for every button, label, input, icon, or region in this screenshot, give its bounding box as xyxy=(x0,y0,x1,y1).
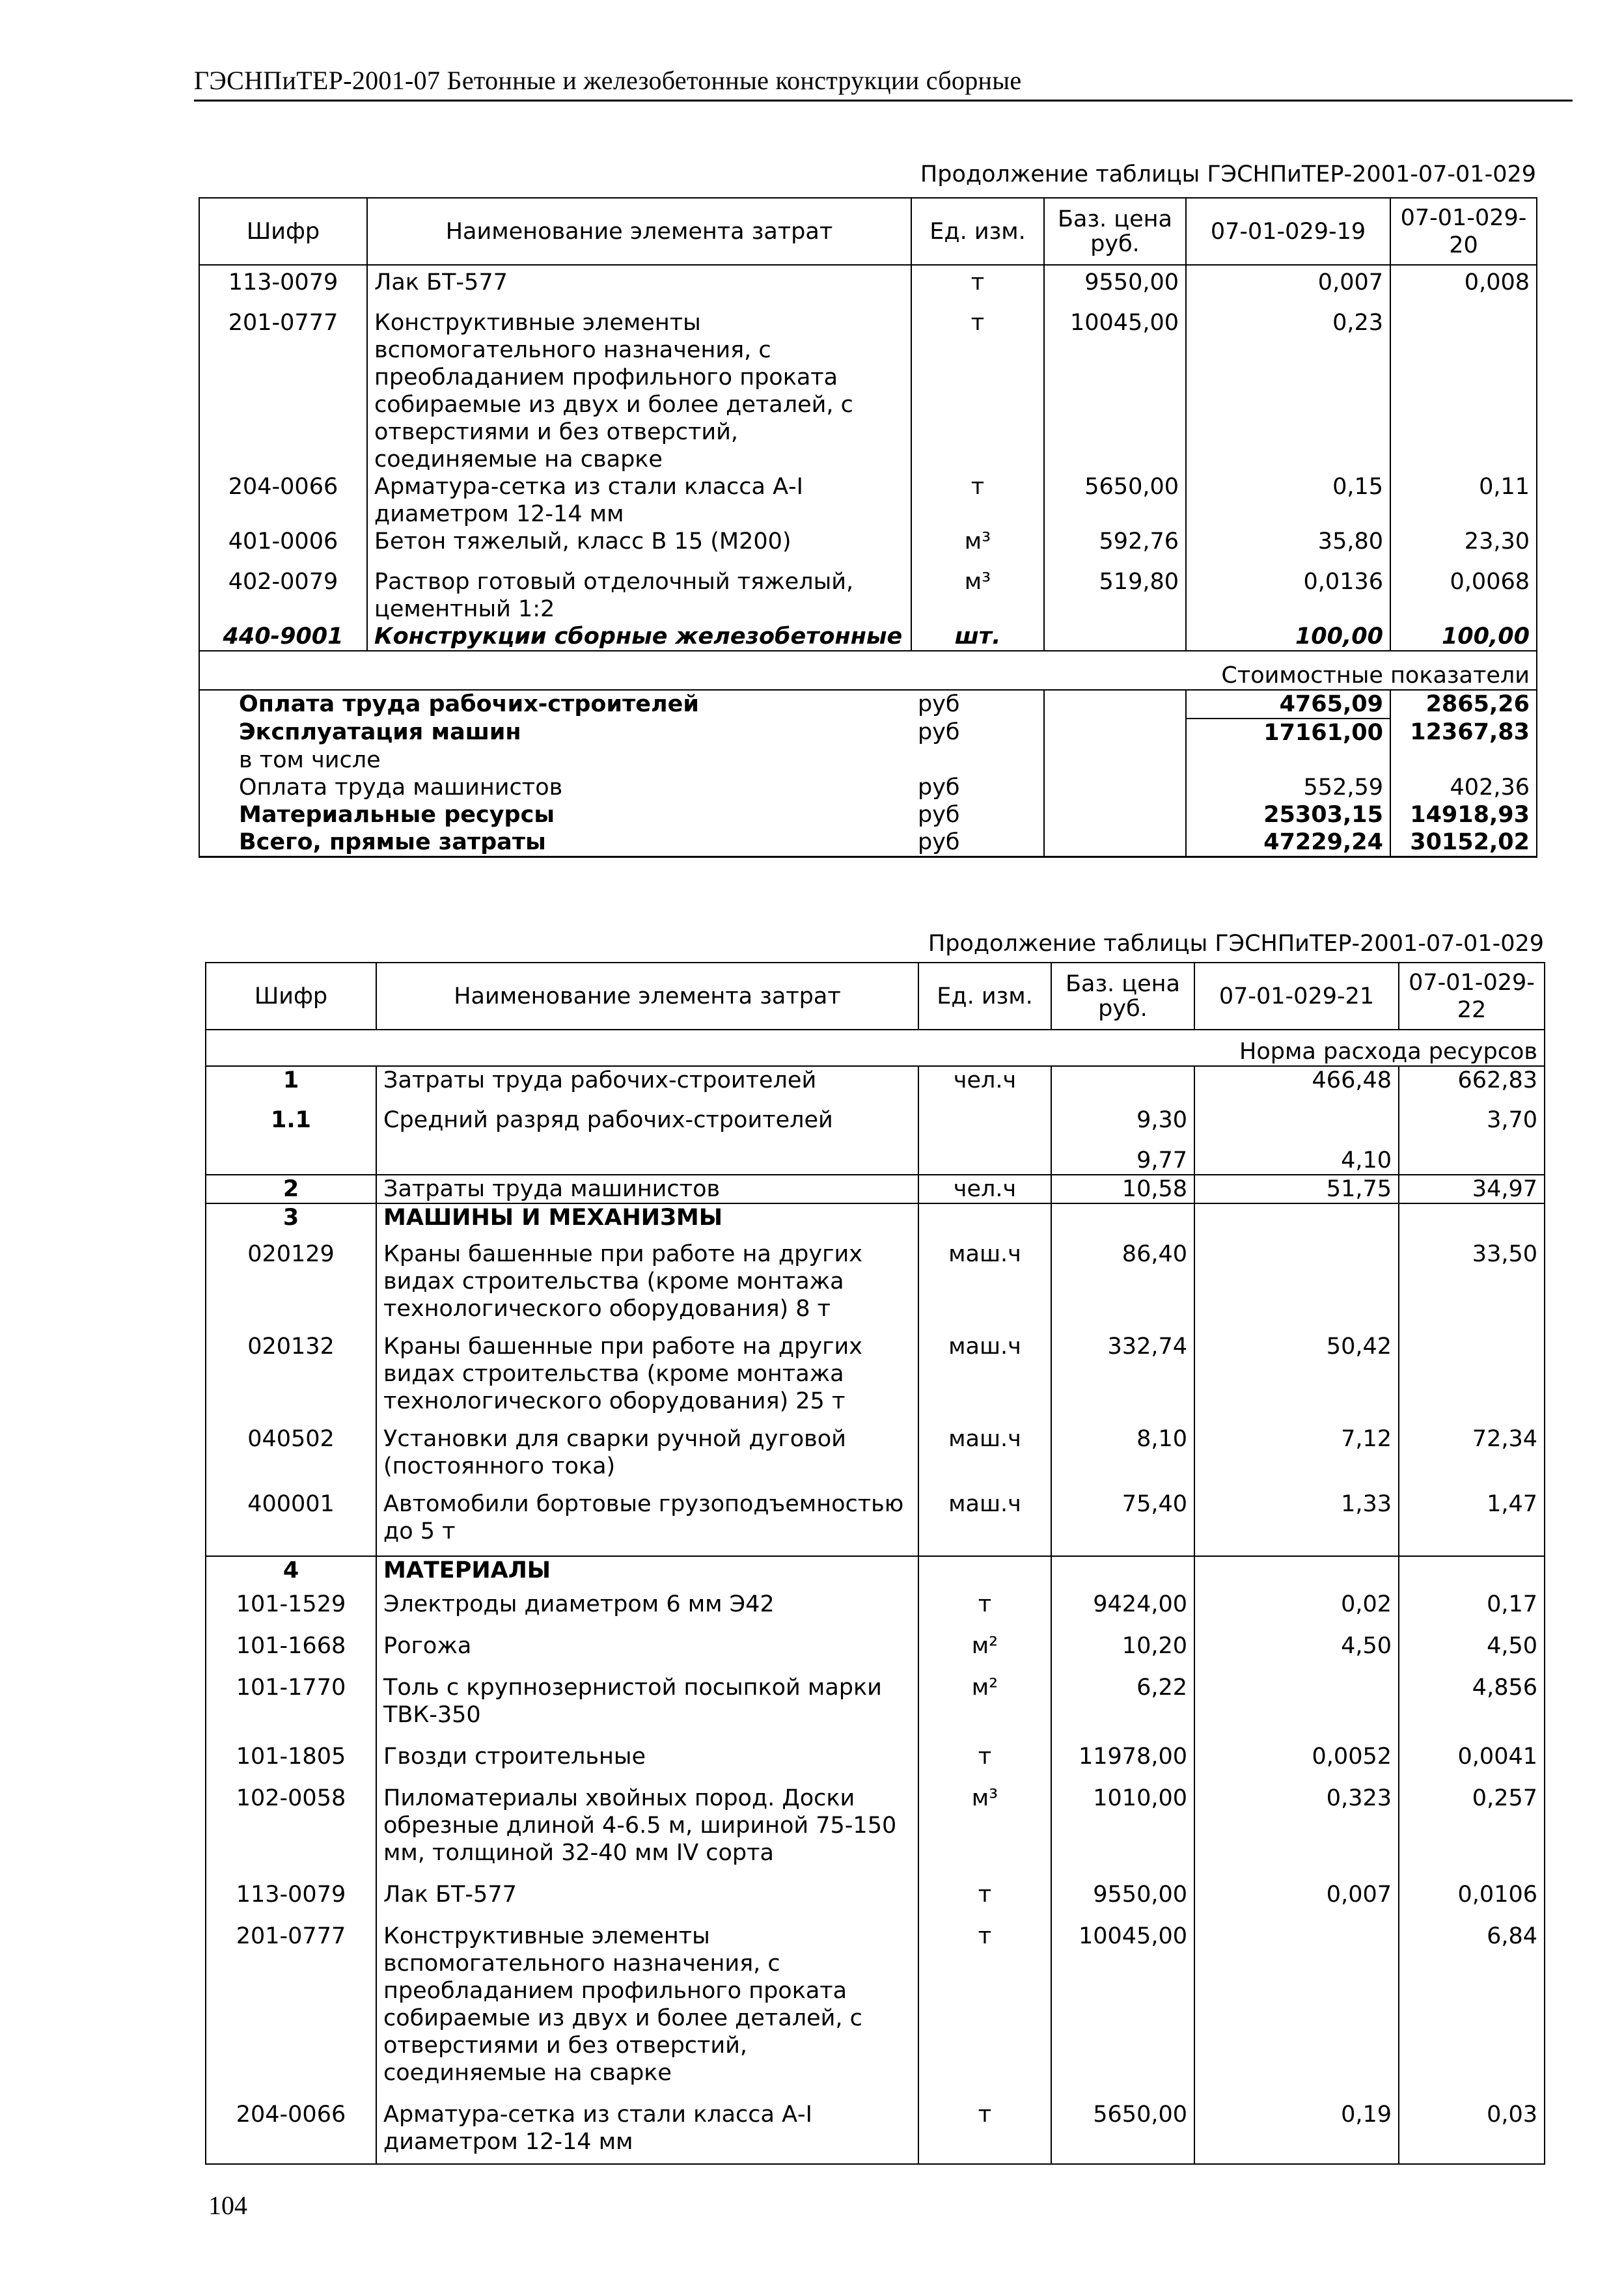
row-value-2: 0,0041 xyxy=(1399,1736,1545,1778)
cost-value-2: 14918,93 xyxy=(1390,801,1537,829)
cost-unit: руб xyxy=(911,801,1044,829)
resource-row xyxy=(199,309,1537,473)
row-value-1: 0,323 xyxy=(1194,1778,1399,1874)
row-value-1 xyxy=(1194,1667,1399,1736)
row-value-2: 0,03 xyxy=(1399,2094,1545,2164)
row-value-2 xyxy=(1390,309,1537,473)
cost-row xyxy=(199,801,1537,829)
row-value-1: 4,50 xyxy=(1194,1626,1399,1667)
cost-value-2: 12367,83 xyxy=(1390,719,1537,747)
col-v1-header: 07-01-029-21 xyxy=(1194,963,1399,1030)
cost-value-1: 4765,09 xyxy=(1186,690,1390,719)
cost-price xyxy=(1044,747,1186,774)
materials-group-header xyxy=(206,1556,1545,1584)
row-price: 9550,00 xyxy=(1051,1874,1194,1916)
row-name: Гвозди строительные xyxy=(376,1736,918,1778)
row-code: 101-1805 xyxy=(206,1736,376,1778)
row-value-1: 0,0052 xyxy=(1194,1736,1399,1778)
row-code: 113-0079 xyxy=(206,1874,376,1916)
cost-section-title: Стоимостные показатели xyxy=(199,651,1537,690)
row-name: Краны башенные при работе на других видах строительства (кроме монтажа технологического оборудования) 8 т xyxy=(376,1231,918,1333)
row-unit xyxy=(918,1147,1051,1175)
group-empty xyxy=(1194,1556,1399,1584)
group-code: 4 xyxy=(206,1556,376,1584)
row-value-2: 33,50 xyxy=(1399,1231,1545,1333)
row-unit: чел.ч xyxy=(918,1175,1051,1203)
cost-row xyxy=(199,774,1537,801)
group-empty xyxy=(918,1203,1051,1231)
cost-row xyxy=(199,829,1537,857)
group-empty xyxy=(1051,1203,1194,1231)
row-price: 9,30 xyxy=(1051,1106,1194,1147)
row-code: 1.1 xyxy=(206,1106,376,1147)
row-price: 10045,00 xyxy=(1044,309,1186,473)
row-code: 040502 xyxy=(206,1425,376,1490)
row-value-1: 4,10 xyxy=(1194,1147,1399,1175)
row-value-2: 1,47 xyxy=(1399,1490,1545,1556)
row-name: Средний разряд рабочих-строителей xyxy=(376,1106,918,1147)
row-unit: м² xyxy=(918,1667,1051,1736)
resource-row xyxy=(199,269,1537,309)
row-unit: т xyxy=(918,1874,1051,1916)
row-value-1: 0,02 xyxy=(1194,1584,1399,1626)
row-value-1: 35,80 xyxy=(1186,528,1390,568)
cost-value-2: 30152,02 xyxy=(1390,829,1537,857)
row-price: 8,10 xyxy=(1051,1425,1194,1490)
row-name: Электроды диаметром 6 мм Э42 xyxy=(376,1584,918,1626)
row-name xyxy=(376,1147,918,1175)
row-unit: маш.ч xyxy=(918,1333,1051,1425)
row-price: 5650,00 xyxy=(1044,473,1186,528)
machine-row xyxy=(206,1231,1545,1333)
cost-unit: руб xyxy=(911,690,1044,719)
cost-section-title-row xyxy=(199,651,1537,690)
row-price: 10,20 xyxy=(1051,1626,1194,1667)
row-value-2: 0,0106 xyxy=(1399,1874,1545,1916)
page-header: ГЭСНПиТЕР-2001-07 Бетонные и железобетонные конструкции сборные xyxy=(194,66,1022,95)
col-v2-header: 07-01-029-20 xyxy=(1390,198,1537,265)
row-price: 519,80 xyxy=(1044,568,1186,623)
row-code: 201-0777 xyxy=(206,1916,376,2094)
row-name: Арматура-сетка из стали класса А-I диаметром 12-14 мм xyxy=(376,2094,918,2164)
row-value-2: 72,34 xyxy=(1399,1425,1545,1490)
row-unit: маш.ч xyxy=(918,1231,1051,1333)
row-value-1: 0,23 xyxy=(1186,309,1390,473)
labor-row xyxy=(206,1106,1545,1147)
group-empty xyxy=(1194,1203,1399,1231)
row-value-2: 4,856 xyxy=(1399,1667,1545,1736)
row-value-2 xyxy=(1399,1147,1545,1175)
row-unit: маш.ч xyxy=(918,1425,1051,1490)
row-value-1: 0,007 xyxy=(1194,1874,1399,1916)
row-name: Автомобили бортовые грузоподъемностью до 5 т xyxy=(376,1490,918,1556)
cost-price xyxy=(1044,774,1186,801)
machines-group-header xyxy=(206,1203,1545,1231)
row-name: Толь с крупнозернистой посыпкой марки ТВК-350 xyxy=(376,1667,918,1736)
row-price: 332,74 xyxy=(1051,1333,1194,1425)
resource-row xyxy=(199,528,1537,568)
row-code: 204-0066 xyxy=(206,2094,376,2164)
row-code: 401-0006 xyxy=(199,528,367,568)
row-code: 101-1529 xyxy=(206,1584,376,1626)
table1-header-row xyxy=(199,198,1537,265)
row-value-2: 0,008 xyxy=(1390,269,1537,309)
row-value-2 xyxy=(1399,1333,1545,1425)
header-rule xyxy=(194,100,1573,102)
resource-section-title: Норма расхода ресурсов xyxy=(206,1030,1545,1066)
row-name: Конструктивные элементы вспомогательного назначения, с преобладанием профильного проката собираемые из двух и более деталей, с отверстиями и без отверстий, соединяемые на сварке xyxy=(367,309,911,473)
row-name: Пиломатериалы хвойных пород. Доски обрезные длиной 4-6.5 м, шириной 75-150 мм, толщиной 32-40 мм IV сорта xyxy=(376,1778,918,1874)
row-unit: т xyxy=(911,473,1044,528)
row-value-1: 51,75 xyxy=(1194,1175,1399,1203)
material-row xyxy=(206,1584,1545,1626)
cost-value-2 xyxy=(1390,747,1537,774)
cost-unit: руб xyxy=(911,719,1044,747)
material-row xyxy=(206,1874,1545,1916)
row-code: 204-0066 xyxy=(199,473,367,528)
col-code-header: Шифр xyxy=(206,963,376,1030)
row-unit: т xyxy=(911,309,1044,473)
group-empty xyxy=(1399,1203,1545,1231)
row-price: 86,40 xyxy=(1051,1231,1194,1333)
row-price: 9424,00 xyxy=(1051,1584,1194,1626)
cost-value-1: 47229,24 xyxy=(1186,829,1390,857)
row-unit: маш.ч xyxy=(918,1490,1051,1556)
row-unit: т xyxy=(918,1584,1051,1626)
col-name-header: Наименование элемента затрат xyxy=(367,198,911,265)
col-v2-header: 07-01-029-22 xyxy=(1399,963,1545,1030)
row-unit: м² xyxy=(918,1626,1051,1667)
row-price: 9,77 xyxy=(1051,1147,1194,1175)
row-unit: м³ xyxy=(911,568,1044,623)
row-value-1 xyxy=(1194,1106,1399,1147)
cost-name: в том числе xyxy=(199,747,911,774)
row-price: 10,58 xyxy=(1051,1175,1194,1203)
row-code: 2 xyxy=(206,1175,376,1203)
row-code: 400001 xyxy=(206,1490,376,1556)
group-empty xyxy=(918,1556,1051,1584)
resource-row xyxy=(199,568,1537,623)
row-name: Конструкции сборные железобетонные xyxy=(367,623,911,651)
resource-row xyxy=(199,473,1537,528)
col-price-header: Баз. цена руб. xyxy=(1044,198,1186,265)
row-unit: т xyxy=(911,269,1044,309)
row-unit: чел.ч xyxy=(918,1066,1051,1106)
material-row xyxy=(206,1778,1545,1874)
table1 xyxy=(199,197,1537,858)
row-value-2: 0,11 xyxy=(1390,473,1537,528)
cost-name: Оплата труда машинистов xyxy=(199,774,911,801)
row-name: Краны башенные при работе на других видах строительства (кроме монтажа технологического оборудования) 25 т xyxy=(376,1333,918,1425)
col-unit-header: Ед. изм. xyxy=(911,198,1044,265)
table1-caption: Продолжение таблицы ГЭСНПиТЕР-2001-07-01-029 xyxy=(920,161,1536,187)
labor-row xyxy=(206,1147,1545,1175)
table2-body xyxy=(206,1030,1545,2164)
row-value-1: 7,12 xyxy=(1194,1425,1399,1490)
cost-unit xyxy=(911,747,1044,774)
row-value-1: 1,33 xyxy=(1194,1490,1399,1556)
cost-price xyxy=(1044,719,1186,747)
machine-row xyxy=(206,1333,1545,1425)
row-value-2: 3,70 xyxy=(1399,1106,1545,1147)
cost-unit: руб xyxy=(911,829,1044,857)
row-value-1: 50,42 xyxy=(1194,1333,1399,1425)
row-price: 5650,00 xyxy=(1051,2094,1194,2164)
cost-price xyxy=(1044,801,1186,829)
row-name: Затраты труда машинистов xyxy=(376,1175,918,1203)
cost-value-2: 2865,26 xyxy=(1390,690,1537,719)
labor-row xyxy=(206,1066,1545,1106)
row-value-2: 100,00 xyxy=(1390,623,1537,651)
row-value-1: 0,007 xyxy=(1186,269,1390,309)
row-value-2: 0,257 xyxy=(1399,1778,1545,1874)
row-value-1: 100,00 xyxy=(1186,623,1390,651)
row-name: Арматура-сетка из стали класса А-I диаметром 12-14 мм xyxy=(367,473,911,528)
row-code: 101-1770 xyxy=(206,1667,376,1736)
material-row xyxy=(206,1667,1545,1736)
group-empty xyxy=(1051,1556,1194,1584)
row-price: 6,22 xyxy=(1051,1667,1194,1736)
row-name: Лак БТ-577 xyxy=(367,269,911,309)
row-price: 11978,00 xyxy=(1051,1736,1194,1778)
cost-unit: руб xyxy=(911,774,1044,801)
col-code-header: Шифр xyxy=(199,198,367,265)
row-unit: шт. xyxy=(911,623,1044,651)
row-code: 020129 xyxy=(206,1231,376,1333)
row-value-1 xyxy=(1194,1916,1399,2094)
row-value-1: 0,19 xyxy=(1194,2094,1399,2164)
table1-body xyxy=(199,265,1537,857)
row-code: 113-0079 xyxy=(199,269,367,309)
row-price: 9550,00 xyxy=(1044,269,1186,309)
machine-row xyxy=(206,1425,1545,1490)
row-value-2: 662,83 xyxy=(1399,1066,1545,1106)
row-name: Бетон тяжелый, класс В 15 (М200) xyxy=(367,528,911,568)
machinists-row xyxy=(206,1175,1545,1203)
cost-row xyxy=(199,690,1537,719)
row-value-2: 23,30 xyxy=(1390,528,1537,568)
row-price xyxy=(1044,623,1186,651)
row-name: Конструктивные элементы вспомогательного назначения, с преобладанием профильного проката собираемые из двух и более деталей, с отверстиями и без отверстий, соединяемые на сварке xyxy=(376,1916,918,2094)
cost-value-1: 552,59 xyxy=(1186,774,1390,801)
cost-value-1: 25303,15 xyxy=(1186,801,1390,829)
row-name: Раствор готовый отделочный тяжелый, цементный 1:2 xyxy=(367,568,911,623)
row-price: 592,76 xyxy=(1044,528,1186,568)
cost-price xyxy=(1044,829,1186,857)
cost-row xyxy=(199,719,1537,747)
group-name: МАТЕРИАЛЫ xyxy=(376,1556,918,1584)
cost-name: Материальные ресурсы xyxy=(199,801,911,829)
row-name: Рогожа xyxy=(376,1626,918,1667)
page-number: 104 xyxy=(208,2191,247,2220)
row-unit: т xyxy=(918,1916,1051,2094)
row-unit: т xyxy=(918,1736,1051,1778)
material-row xyxy=(206,1736,1545,1778)
cost-row xyxy=(199,747,1537,774)
table2-header-row xyxy=(206,963,1545,1030)
material-row xyxy=(206,2094,1545,2164)
product-row xyxy=(199,623,1537,651)
row-price: 75,40 xyxy=(1051,1490,1194,1556)
cost-value-1: 17161,00 xyxy=(1186,719,1390,747)
row-code xyxy=(206,1147,376,1175)
table2-caption: Продолжение таблицы ГЭСНПиТЕР-2001-07-01-029 xyxy=(928,931,1544,957)
row-value-2: 6,84 xyxy=(1399,1916,1545,2094)
row-code: 101-1668 xyxy=(206,1626,376,1667)
row-price: 10045,00 xyxy=(1051,1916,1194,2094)
col-price-header: Баз. цена руб. xyxy=(1051,963,1194,1030)
col-unit-header: Ед. изм. xyxy=(918,963,1051,1030)
cost-price xyxy=(1044,690,1186,719)
row-value-2: 4,50 xyxy=(1399,1626,1545,1667)
machine-row xyxy=(206,1490,1545,1556)
cost-name: Всего, прямые затраты xyxy=(199,829,911,857)
row-name: Затраты труда рабочих-строителей xyxy=(376,1066,918,1106)
group-name: МАШИНЫ И МЕХАНИЗМЫ xyxy=(376,1203,918,1231)
cost-name: Эксплуатация машин xyxy=(199,719,911,747)
row-code: 440-9001 xyxy=(199,623,367,651)
row-code: 020132 xyxy=(206,1333,376,1425)
resource-section-title-row xyxy=(206,1030,1545,1066)
row-value-1: 466,48 xyxy=(1194,1066,1399,1106)
row-code: 402-0079 xyxy=(199,568,367,623)
row-name: Лак БТ-577 xyxy=(376,1874,918,1916)
row-value-1: 0,0136 xyxy=(1186,568,1390,623)
row-value-1 xyxy=(1194,1231,1399,1333)
material-row xyxy=(206,1626,1545,1667)
row-name: Установки для сварки ручной дуговой (постоянного тока) xyxy=(376,1425,918,1490)
group-empty xyxy=(1399,1556,1545,1584)
row-code: 102-0058 xyxy=(206,1778,376,1874)
row-value-1: 0,15 xyxy=(1186,473,1390,528)
col-name-header: Наименование элемента затрат xyxy=(376,963,918,1030)
cost-value-1 xyxy=(1186,747,1390,774)
row-value-2: 0,0068 xyxy=(1390,568,1537,623)
row-code: 1 xyxy=(206,1066,376,1106)
row-unit xyxy=(918,1106,1051,1147)
row-unit: т xyxy=(918,2094,1051,2164)
cost-name: Оплата труда рабочих-строителей xyxy=(199,690,911,719)
row-unit: м³ xyxy=(918,1778,1051,1874)
row-value-2: 34,97 xyxy=(1399,1175,1545,1203)
row-price: 1010,00 xyxy=(1051,1778,1194,1874)
cost-value-2: 402,36 xyxy=(1390,774,1537,801)
row-code: 201-0777 xyxy=(199,309,367,473)
row-price xyxy=(1051,1066,1194,1106)
row-value-2: 0,17 xyxy=(1399,1584,1545,1626)
row-unit: м³ xyxy=(911,528,1044,568)
group-code: 3 xyxy=(206,1203,376,1231)
table2 xyxy=(205,962,1545,2165)
material-row xyxy=(206,1916,1545,2094)
col-v1-header: 07-01-029-19 xyxy=(1186,198,1390,265)
